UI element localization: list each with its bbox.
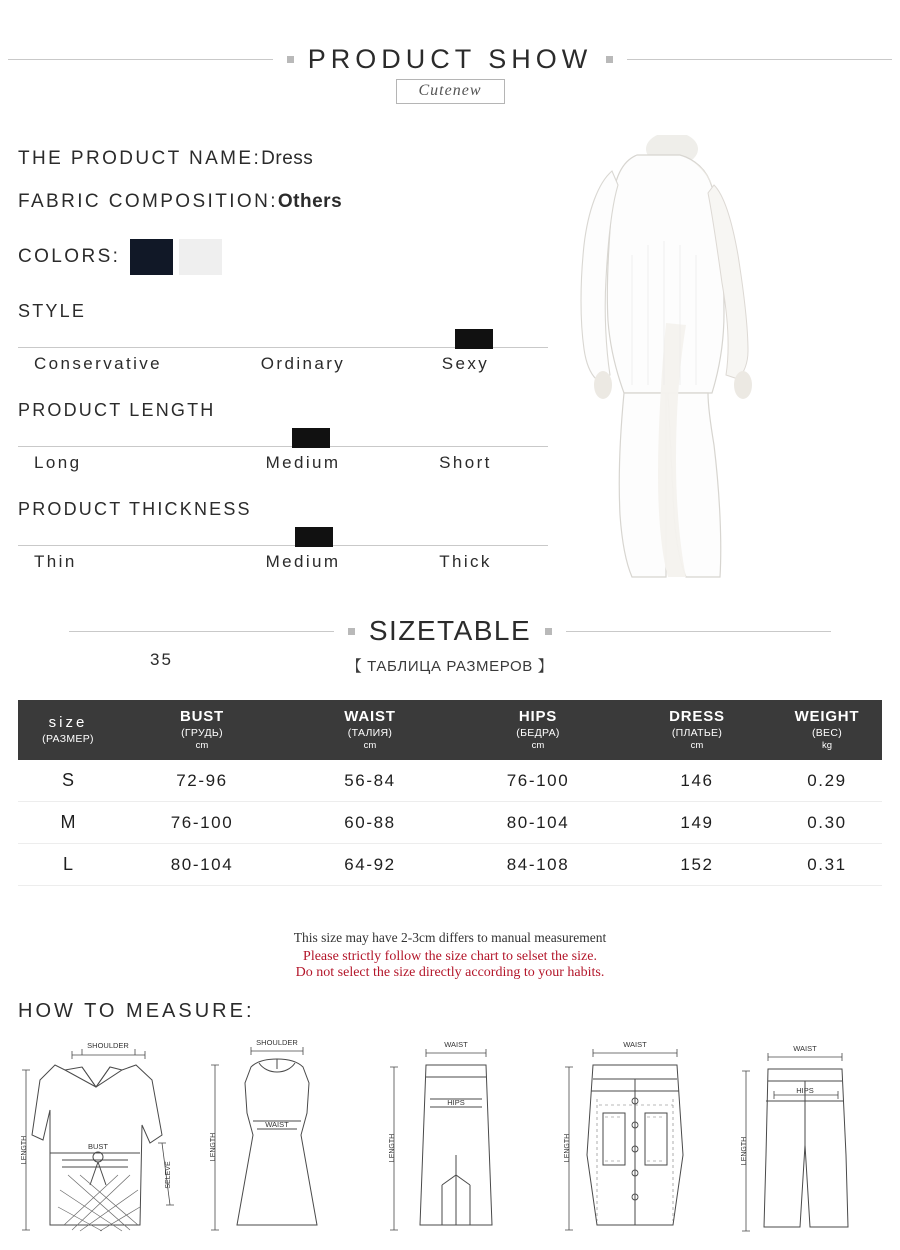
meter-thickness-line bbox=[18, 545, 548, 546]
col-header-dress-unit: cm bbox=[690, 740, 704, 751]
meter-thickness-title: PRODUCT THICKNESS bbox=[18, 499, 252, 519]
meter-length-options bbox=[18, 453, 548, 473]
col-header-hips-main: HIPS bbox=[518, 708, 558, 725]
col-header-hips-unit: cm bbox=[531, 740, 545, 751]
cell-hips-l: 84-108 bbox=[454, 844, 622, 886]
col-header-dress bbox=[622, 700, 772, 760]
table-row bbox=[18, 760, 882, 802]
col-header-size-sub: (РАЗМЕР) bbox=[42, 733, 94, 745]
col-header-dress-main: DRESS bbox=[669, 708, 725, 725]
dress-label-shoulder: SHOULDER bbox=[256, 1038, 298, 1047]
dress-label-length: LENGTH bbox=[210, 1132, 217, 1162]
shorts-diagram bbox=[547, 1035, 722, 1240]
sizetable-subtitle: 【 ТАБЛИЦА РАЗМЕРОВ 】 bbox=[346, 658, 554, 675]
page-header bbox=[0, 44, 900, 75]
meter-style-options bbox=[18, 354, 548, 374]
product-info bbox=[18, 148, 548, 572]
jacket-diagram bbox=[10, 1035, 185, 1240]
pants-label-length: LENGTH bbox=[741, 1136, 748, 1166]
pants-label-waist: WAIST bbox=[793, 1044, 817, 1053]
meter-style bbox=[18, 301, 548, 374]
size-table bbox=[18, 700, 882, 886]
meter-thickness-option-2: Thick bbox=[439, 552, 492, 571]
meter-length-option-0: Long bbox=[34, 453, 82, 472]
cell-weight-l: 0.31 bbox=[772, 844, 882, 886]
header-rule-right bbox=[627, 59, 892, 60]
skirt-label-waist: WAIST bbox=[444, 1040, 468, 1049]
fabric-value: Others bbox=[277, 191, 343, 212]
cell-size-l: L bbox=[18, 844, 118, 886]
size-table-body bbox=[18, 760, 882, 886]
col-header-waist bbox=[286, 700, 454, 760]
col-header-waist-main: WAIST bbox=[344, 708, 396, 725]
table-row bbox=[18, 844, 882, 886]
col-header-size-main: size bbox=[48, 714, 88, 731]
meter-style-option-0: Conservative bbox=[34, 354, 163, 373]
table-row bbox=[18, 802, 882, 844]
brand-name: Cutenew bbox=[396, 79, 505, 104]
meter-style-title: STYLE bbox=[18, 301, 87, 321]
meter-length-option-1: Medium bbox=[265, 453, 341, 472]
meter-length-option-2: Short bbox=[439, 453, 492, 472]
cell-waist-m: 60-88 bbox=[286, 802, 454, 844]
figure-pants bbox=[726, 1035, 900, 1240]
product-photo bbox=[562, 135, 892, 605]
col-header-bust bbox=[118, 700, 286, 760]
col-header-dress-sub: (ПЛАТЬЕ) bbox=[671, 727, 723, 739]
meter-length-title: PRODUCT LENGTH bbox=[18, 400, 216, 420]
how-to-measure-title: HOW TO MEASURE: bbox=[18, 1000, 255, 1022]
header-rule-left bbox=[8, 59, 273, 60]
meter-length-line bbox=[18, 446, 548, 447]
product-photo-illustration bbox=[562, 135, 892, 605]
meter-length-marker bbox=[292, 428, 330, 448]
how-to-measure-figures bbox=[10, 1035, 890, 1240]
header-square-left bbox=[287, 56, 294, 63]
product-name-line bbox=[18, 148, 548, 170]
figure-dress bbox=[189, 1035, 364, 1240]
cell-weight-m: 0.30 bbox=[772, 802, 882, 844]
col-header-bust-sub: (ГРУДЬ) bbox=[181, 727, 223, 739]
sizetable-header bbox=[0, 615, 900, 647]
jacket-label-sleeve: SELEVE bbox=[165, 1161, 172, 1189]
meter-style-option-1: Ordinary bbox=[260, 354, 346, 373]
jacket-label-shoulder: SHOULDER bbox=[87, 1041, 129, 1050]
pants-diagram bbox=[726, 1035, 900, 1240]
cell-bust-s: 72-96 bbox=[118, 760, 286, 802]
colors-row bbox=[18, 239, 548, 275]
size-table-head bbox=[18, 700, 882, 760]
cell-bust-m: 76-100 bbox=[118, 802, 286, 844]
figure-shorts bbox=[547, 1035, 722, 1240]
dress-label-waist: WAIST bbox=[265, 1120, 289, 1129]
cell-waist-l: 64-92 bbox=[286, 844, 454, 886]
meter-thickness-marker bbox=[295, 527, 333, 547]
sizetable-rule-right bbox=[566, 631, 831, 632]
cell-waist-s: 56-84 bbox=[286, 760, 454, 802]
size-notes bbox=[0, 930, 900, 981]
size-note-2: Please strictly follow the size chart to selset the size. bbox=[303, 949, 597, 964]
fabric-label: FABRIC COMPOSITION: bbox=[18, 191, 278, 212]
col-header-hips bbox=[454, 700, 622, 760]
cell-hips-s: 76-100 bbox=[454, 760, 622, 802]
cell-size-m: M bbox=[18, 802, 118, 844]
meter-length-bar bbox=[18, 427, 548, 449]
figure-jacket bbox=[10, 1035, 185, 1240]
cell-weight-s: 0.29 bbox=[772, 760, 882, 802]
meter-thickness bbox=[18, 499, 548, 572]
skirt-diagram bbox=[368, 1035, 543, 1240]
page-title: PRODUCT SHOW bbox=[307, 44, 593, 74]
pants-label-hips: HIPS bbox=[796, 1086, 814, 1095]
header-square-right bbox=[606, 56, 613, 63]
col-header-hips-sub: (БЕДРА) bbox=[516, 727, 560, 739]
skirt-label-hips: HIPS bbox=[447, 1098, 465, 1107]
size-note-3: Do not select the size directly according to your habits. bbox=[295, 965, 605, 980]
meter-style-marker bbox=[455, 329, 493, 349]
meter-thickness-bar bbox=[18, 526, 548, 548]
cell-size-s: S bbox=[18, 760, 118, 802]
col-header-weight-unit: kg bbox=[821, 740, 833, 751]
jacket-label-length: LENGTH bbox=[21, 1135, 28, 1165]
sizetable-rule-left bbox=[69, 631, 334, 632]
col-header-bust-main: BUST bbox=[179, 708, 225, 725]
col-header-weight-sub: (ВЕС) bbox=[811, 727, 843, 739]
brand-wrap bbox=[0, 79, 900, 104]
col-header-waist-sub: (ТАЛИЯ) bbox=[347, 727, 393, 739]
col-header-weight bbox=[772, 700, 882, 760]
color-swatch-white[interactable] bbox=[179, 239, 222, 275]
shorts-label-waist: WAIST bbox=[623, 1040, 647, 1049]
colors-label: COLORS: bbox=[18, 246, 121, 267]
color-swatch-black[interactable] bbox=[130, 239, 173, 275]
size-note-1: This size may have 2-3cm differs to manual measurement bbox=[293, 930, 607, 945]
col-header-weight-main: WEIGHT bbox=[794, 708, 860, 725]
meter-style-bar bbox=[18, 328, 548, 350]
side-note-35: 35 bbox=[150, 650, 173, 669]
cell-dress-m: 149 bbox=[622, 802, 772, 844]
product-name-value: Dress bbox=[261, 148, 314, 169]
meter-thickness-option-0: Thin bbox=[34, 552, 77, 571]
product-name-label: THE PRODUCT NAME: bbox=[18, 148, 262, 169]
sizetable-square-left bbox=[348, 628, 355, 635]
meter-thickness-options bbox=[18, 552, 548, 572]
meter-length bbox=[18, 400, 548, 473]
cell-hips-m: 80-104 bbox=[454, 802, 622, 844]
skirt-label-length: LENGTH bbox=[389, 1133, 396, 1163]
col-header-size bbox=[18, 700, 118, 760]
jacket-label-bust: BUST bbox=[87, 1142, 109, 1151]
size-table-header-row bbox=[18, 700, 882, 760]
cell-bust-l: 80-104 bbox=[118, 844, 286, 886]
shorts-label-length: LENGTH bbox=[564, 1133, 571, 1163]
sizetable-title: SIZETABLE bbox=[368, 615, 532, 646]
dress-diagram bbox=[189, 1035, 364, 1240]
cell-dress-s: 146 bbox=[622, 760, 772, 802]
figure-skirt bbox=[368, 1035, 543, 1240]
cell-dress-l: 152 bbox=[622, 844, 772, 886]
fabric-line bbox=[18, 191, 548, 213]
meter-style-option-2: Sexy bbox=[441, 354, 490, 373]
meter-thickness-option-1: Medium bbox=[265, 552, 341, 571]
col-header-waist-unit: cm bbox=[363, 740, 377, 751]
sizetable-square-right bbox=[545, 628, 552, 635]
col-header-bust-unit: cm bbox=[195, 740, 209, 751]
